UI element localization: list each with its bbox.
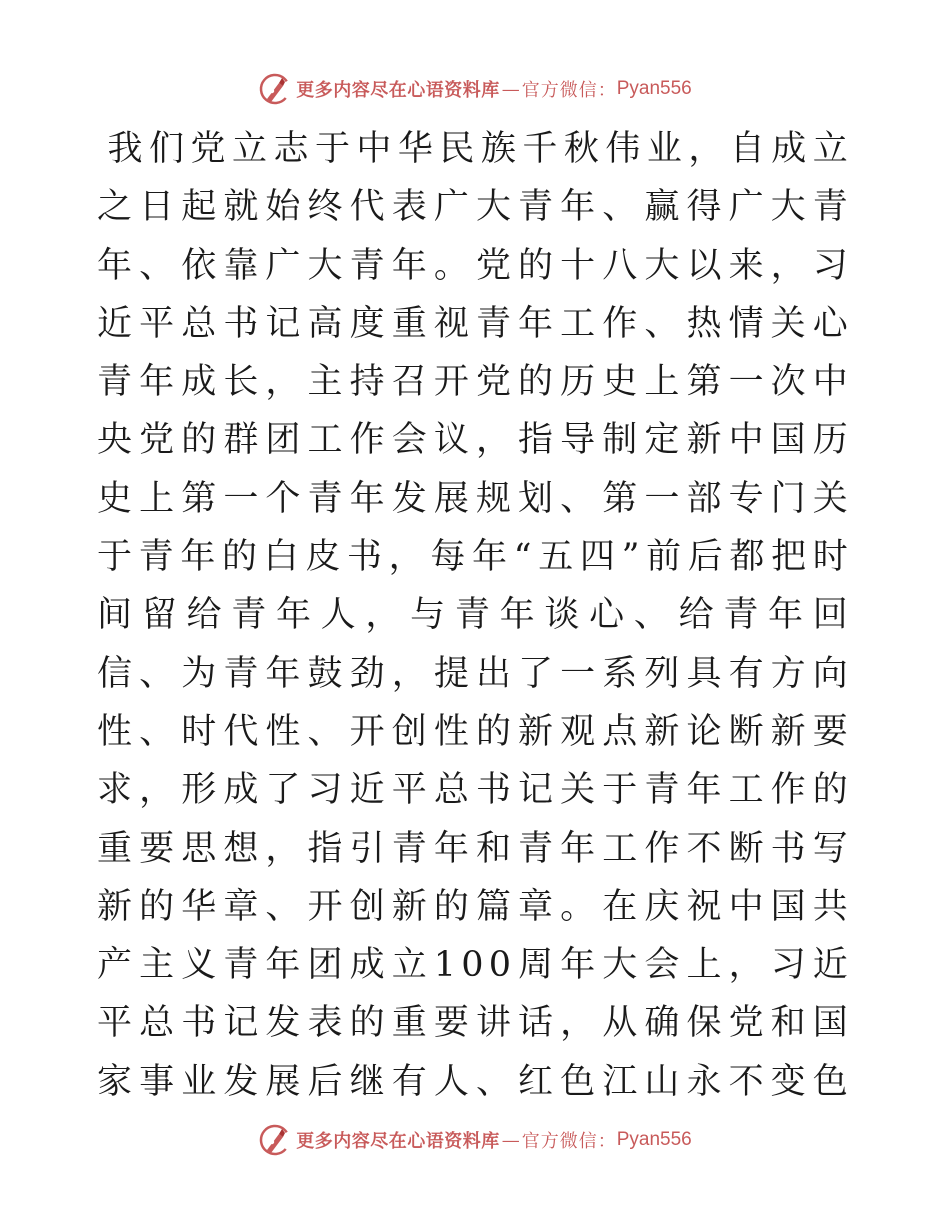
pen-logo-icon: [258, 1123, 292, 1157]
watermark-dash: —: [501, 1129, 520, 1151]
body-paragraph: 我们党立志于中华民族千秋伟业，自成立之日起就始终代表广大青年、赢得广大青年、依靠广大青年。党的十八大以来，习近平总书记高度重视青年工作、热情关心青年成长，主持召开党的历史上第一次中央党的群团工作会议，指导制定新中国历史上第一个青年发展规划、第一部专门关于青年的白皮书，每年“五四”前后都把时间留给青年人，与青年谈心、给青年回信、为青年鼓劲，提出了一系列具有方向性、时代性、开创性的新观点新论断新要求，形成了习近平总书记关于青年工作的重要思想，指引青年和青年工作不断书写新的华章、开创新的篇章。在庆祝中国共产主义青年团成立100周年大会上，习近平总书记发表的重要讲话，从确保党和国家事业发展后继有人、红色江山永不变色: [97, 129, 853, 1102]
watermark-wechat-label: 官方微信：: [521, 1131, 617, 1152]
pen-logo-icon: [258, 72, 292, 106]
watermark-wechat-id: Pyan556: [616, 78, 692, 99]
header-watermark: [0, 72, 950, 106]
footer-watermark: [0, 1123, 950, 1157]
watermark-text: 更多内容尽在心语资料库: [296, 80, 500, 101]
watermark-wechat-id: Pyan556: [616, 1129, 692, 1150]
watermark-wechat-label: 官方微信：: [521, 80, 617, 101]
document-body: [97, 120, 853, 1110]
watermark-dash: —: [501, 78, 520, 100]
watermark-text: 更多内容尽在心语资料库: [296, 1131, 500, 1152]
